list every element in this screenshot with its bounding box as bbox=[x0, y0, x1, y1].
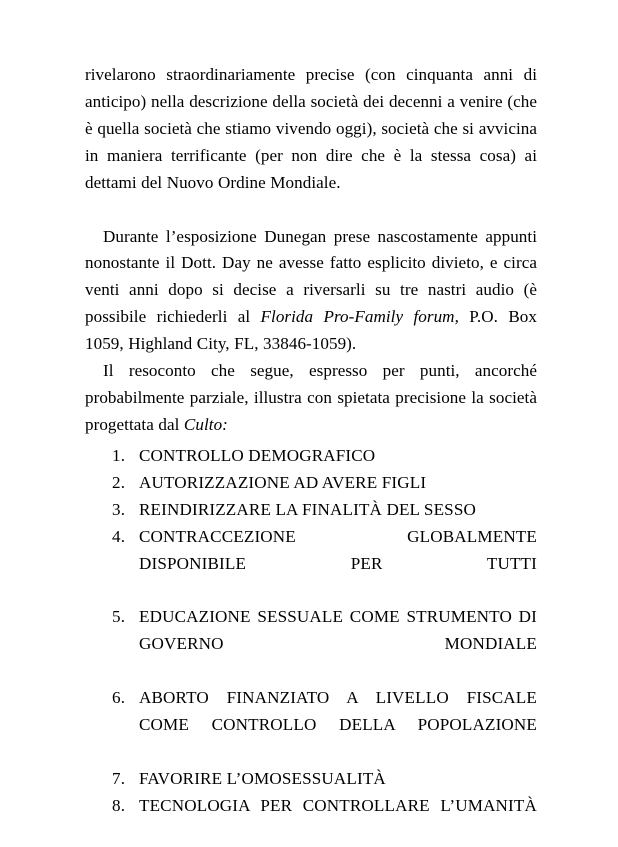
list-item bbox=[112, 497, 537, 524]
list-item bbox=[112, 793, 537, 847]
paragraph-2 bbox=[85, 224, 537, 359]
list-item-text: FAVORIRE L’OMOSESSUALITÀ bbox=[139, 768, 386, 788]
list-item-number: 4. bbox=[112, 526, 126, 546]
paragraph-1: rivelarono straordinariamente precise (con cinquanta anni di anticipo) nella descrizione della società dei decenni a venire (che è quella società che stiamo vivendo oggi), società che si avvicina in maniera terrificante (per non dire che è la stessa cosa) ai dettami del Nuovo Ordine Mondiale. bbox=[85, 65, 537, 192]
list-item-text: AUTORIZZAZIONE AD AVERE FIGLI bbox=[139, 472, 427, 492]
paragraph-spacer bbox=[85, 197, 537, 224]
list-item-number: 8. bbox=[112, 795, 126, 815]
list-item-number: 6. bbox=[112, 688, 126, 708]
list-item-text: CONTRACCEZIONE GLOBALMENTE DISPONIBILE PER TUTTI bbox=[139, 526, 537, 573]
list-item-number: 5. bbox=[112, 607, 126, 627]
numbered-list bbox=[112, 443, 537, 847]
paragraph-2-part-a: Durante l’esposizione Dunegan prese nascostamente appunti nonostante il Dott. Day ne avesse fatto esplicito divieto, e circa venti anni dopo si decise a riversarli su tre nastri audio (è possibile richiederli al bbox=[85, 226, 537, 327]
culto-term: Culto: bbox=[183, 414, 228, 434]
list-item-text: CONTROLLO DEMOGRAFICO bbox=[139, 446, 376, 465]
body-text-column bbox=[85, 62, 537, 439]
list-item bbox=[112, 685, 537, 766]
list-item bbox=[112, 604, 537, 685]
list-item-text: EDUCAZIONE SESSUALE COME STRUMENTO DI GOVERNO MONDIALE bbox=[139, 607, 537, 654]
list-item-number: 2. bbox=[112, 472, 126, 492]
list-item bbox=[112, 443, 537, 470]
list-item-number: 1. bbox=[112, 446, 126, 465]
list-item bbox=[112, 766, 537, 793]
paragraph-2-part-b: P.O. Box 1059, Highland City, FL, 33846-1059). bbox=[85, 307, 537, 354]
list-item-text: ABORTO FINANZIATO A LIVELLO FISCALE COME CONTROLLO DELLA POPOLAZIONE bbox=[139, 688, 537, 735]
list-item-text: REINDIRIZZARE LA FINALITÀ DEL SESSO bbox=[139, 499, 476, 519]
publication-name: Florida Pro-Family forum, bbox=[260, 307, 459, 327]
paragraph-3 bbox=[85, 358, 537, 439]
paragraph-3-part-a: Il resoconto che segue, espresso per punti, ancorché probabilmente parziale, illustra con spietata precisione la società progettata dal bbox=[85, 361, 537, 434]
list-item-number: 3. bbox=[112, 499, 126, 519]
list-item bbox=[112, 470, 537, 497]
list-item bbox=[112, 524, 537, 605]
list-item-text: TECNOLOGIA PER CONTROLLARE L’UMANITÀ bbox=[139, 795, 537, 815]
list-item-number: 7. bbox=[112, 768, 126, 788]
